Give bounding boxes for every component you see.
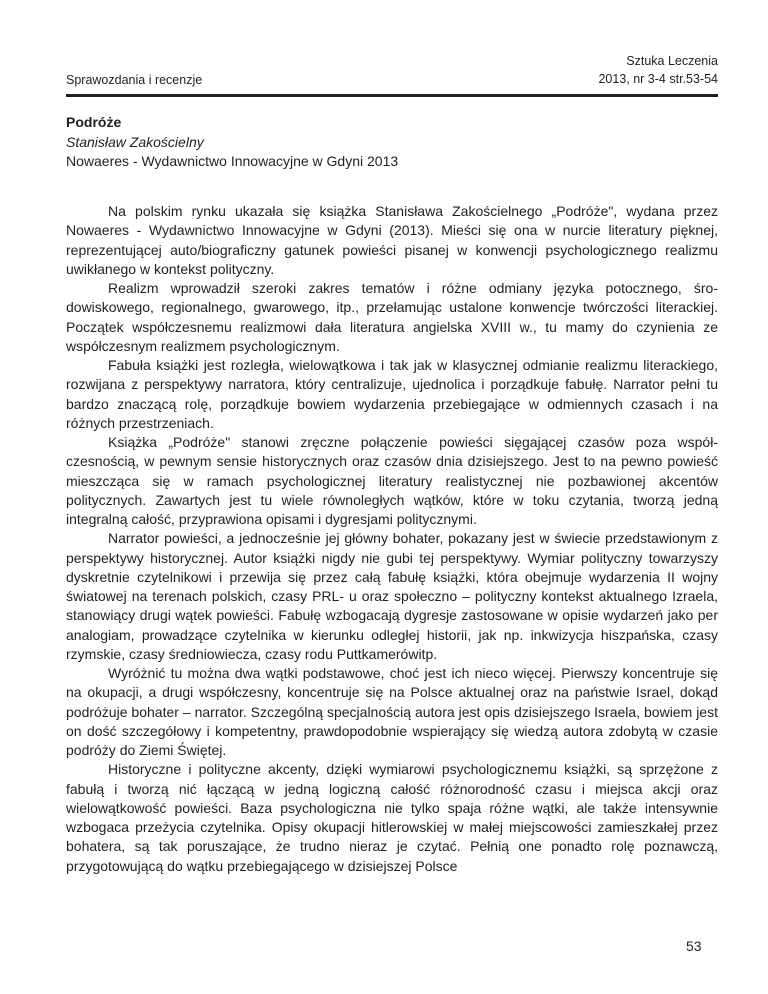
journal-name: Sztuka Leczenia — [626, 54, 718, 68]
running-header — [66, 48, 718, 97]
book-title: Podróże — [66, 114, 122, 130]
book-publisher: Nowaeres - Wydawnictwo Innowacyjne w Gdyni 2013 — [66, 153, 399, 169]
journal-info — [598, 52, 718, 88]
book-info — [66, 113, 718, 172]
section-label: Sprawozdania i recenzje — [66, 73, 203, 87]
book-author: Stanisław Zakościelny — [66, 133, 204, 150]
paragraph: Historyczne i polityczne akcenty, dzięki wymiarowi psychologicznemu książki, są sprzężone z fabułą i tworzą nić łączącą w jedną logiczną całość różnorodność czasu i miejsca akcji oraz wielowątkowość powieści. Baza psychologiczna nie tylko spaja różne wątki, ale także intensywnie wzbogaca przeżycia czytelnika. Opisy okupacji hitlerowskiej w małej miejscowości zamieszkałej przez bohatera, są tak poruszające, że trudno nieraz je czytać. Pełnią one ponadto rolę poznawczą, przygotowującą do wątku przebiegającego w dzisiejszej Polsce — [66, 761, 718, 874]
paragraph: Fabuła książki jest rozległa, wielowątkowa i tak jak w klasycznej odmianie realizmu literackiego, rozwijana z perspektywy narratora, który centralizuje, ujednolica i porządkuje fabułę. Narrator pełni tu bardzo znaczącą rolę, porządkuje bowiem wydarzenia przebiegające w odmiennych czasach i na różnych przestrzeniach. — [66, 357, 718, 431]
issue-info: 2013, nr 3-4 str.53-54 — [598, 72, 718, 86]
paragraph: Wyróżnić tu można dwa wątki podstawowe, choć jest ich nieco więcej. Pierwszy koncentruje się na okupacji, a drugi współczesny, koncentruje się na Polsce aktualnej oraz na państwie Israel, dokąd podróżuje bohater – narrator. Szczególną specjalnością autora jest opis dzisiejszego Israela, bowiem jest on dość szczegółowy i kompetentny, prawdopodobnie wspierający się wiedzą autora zdobytą w czasie podróży do Ziemi Świętej. — [66, 665, 718, 758]
paragraph: Narrator powieści, a jednocześnie jej główny bohater, pokazany jest w świecie przedstawionym z perspektywy historycznej. Autor książki nigdy nie gubi tej perspektywy. Wymiar polityczny towarzyszy dyskretnie czytelnikowi i przewija się przez całą fabułę książki, która obejmuje wydarzenia II wojny światowej na terenach polskich, czasy PRL- u oraz społeczno – polityczny kontekst aktualnego Izraela, stanowiący drugi wątek powieści. Fabułę wzbogacają dygresje zastosowane w opisie wydarzeń jako per analogiam, prowadzące czytelnika w kierunku odległej historii, jak np. inkwizycja hiszpańska, czasy rzymskie, czasy średniowiecza, czasy rodu Puttkamerówitp. — [66, 530, 718, 662]
page-number: 53 — [686, 938, 702, 954]
paragraph: Książka „Podróże" stanowi zręczne połączenie powieści sięgającej czasów poza współczesnością, w pewnym sensie historycznych oraz czasów dnia dzisiejszego. Jest to na pewno powieść mieszcząca się w ramach psychologicznej literatury realistycznej nie pozbawionej akcentów politycznych. Zawartych jest tu wiele równoległych wątków, które w toku czytania, tworzą jedną integralną całość, przyprawiona opisami i dygresjami politycznymi. — [66, 434, 718, 527]
review-body — [66, 202, 718, 876]
paragraph: Realizm wprowadził szeroki zakres tematów i różne odmiany języka potocznego, środowiskowego, regionalnego, gwarowego, itp., przełamując ustalone konwencje twórczości literackiej. Początek współczesnemu realizmowi dała literatura angielska XVIII w., tu mamy do czynienia ze współczesnym realizmem psychologicznym. — [66, 280, 718, 354]
paragraph: Na polskim rynku ukazała się książka Stanisława Zakościelnego „Podróże", wydana przez Nowaeres - Wydawnictwo Innowacyjne w Gdyni (2013). Mieści się ona w nurcie literatury pięknej, reprezentującej auto/biograficzny gatunek powieści pisanej w konwencji psychologicznego realizmu uwikłanego w kontekst polityczny. — [66, 203, 718, 277]
